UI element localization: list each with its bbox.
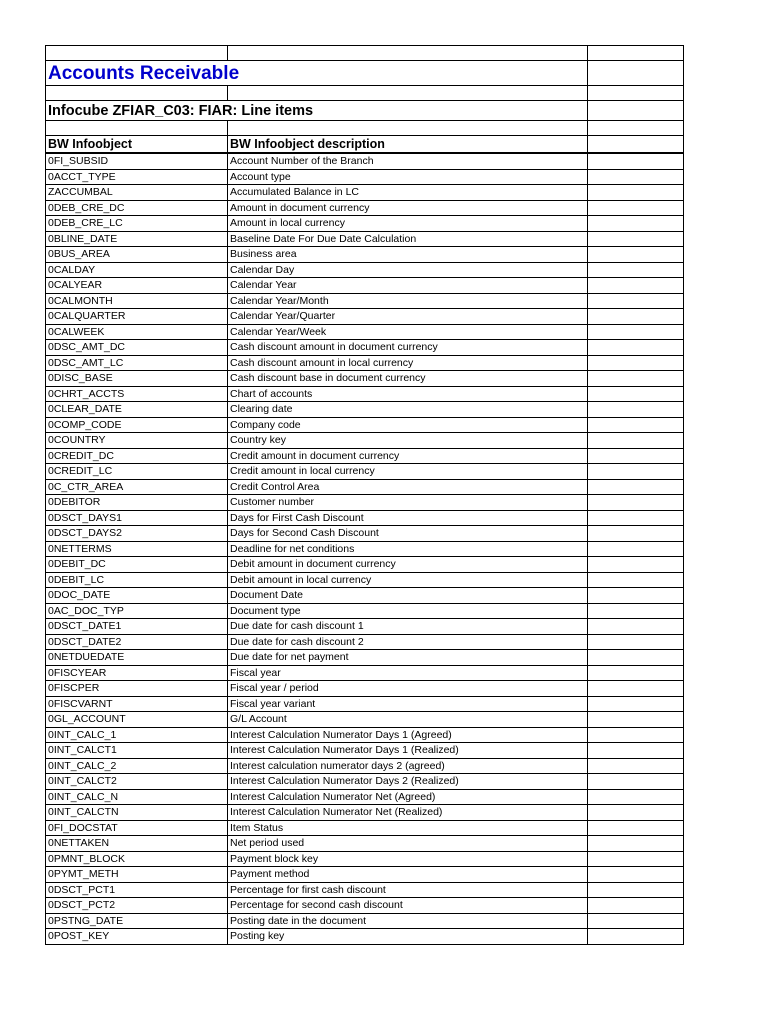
table-row — [46, 355, 684, 371]
header-row — [46, 136, 684, 154]
cell[interactable] — [588, 448, 684, 464]
cell[interactable] — [588, 340, 684, 356]
spacer-row — [46, 86, 684, 101]
table-row — [46, 293, 684, 309]
cell[interactable] — [588, 789, 684, 805]
table-row — [46, 324, 684, 340]
infoobject-cell[interactable]: 0DSC_AMT_DC — [46, 340, 228, 356]
infoobject-cell[interactable]: 0GL_ACCOUNT — [46, 712, 228, 728]
description-cell[interactable]: Account type — [228, 169, 588, 185]
cell[interactable] — [588, 495, 684, 511]
cell[interactable] — [588, 200, 684, 216]
cell[interactable] — [588, 681, 684, 697]
cell[interactable] — [588, 136, 684, 154]
description-cell[interactable]: Posting date in the document — [228, 913, 588, 929]
table-row — [46, 510, 684, 526]
cell[interactable] — [588, 324, 684, 340]
infoobject-cell[interactable]: ZACCUMBAL — [46, 185, 228, 201]
cell[interactable] — [588, 774, 684, 790]
table-row — [46, 340, 684, 356]
table-row — [46, 185, 684, 201]
description-cell[interactable]: Cash discount amount in document currency — [228, 340, 588, 356]
cell[interactable] — [588, 665, 684, 681]
description-cell[interactable]: Chart of accounts — [228, 386, 588, 402]
cell[interactable] — [588, 169, 684, 185]
table-row — [46, 153, 684, 169]
cell[interactable] — [588, 231, 684, 247]
table-row — [46, 712, 684, 728]
description-cell[interactable]: Document Date — [228, 588, 588, 604]
table-row — [46, 278, 684, 294]
cell[interactable] — [228, 86, 588, 101]
cell[interactable] — [588, 293, 684, 309]
description-cell[interactable]: Interest Calculation Numerator Days 2 (Realized) — [228, 774, 588, 790]
cell[interactable] — [588, 913, 684, 929]
infoobject-cell[interactable]: 0POST_KEY — [46, 929, 228, 945]
table-row — [46, 464, 684, 480]
infoobject-cell[interactable]: 0DEB_CRE_DC — [46, 200, 228, 216]
infoobject-cell[interactable]: 0FI_SUBSID — [46, 153, 228, 169]
table-row — [46, 619, 684, 635]
cell[interactable] — [588, 121, 684, 136]
table-row — [46, 789, 684, 805]
infoobject-cell[interactable]: 0FI_DOCSTAT — [46, 820, 228, 836]
infoobject-cell[interactable]: 0DEBITOR — [46, 495, 228, 511]
infoobject-cell[interactable]: 0COMP_CODE — [46, 417, 228, 433]
infoobject-cell[interactable]: 0C_CTR_AREA — [46, 479, 228, 495]
column-header-description[interactable]: BW Infoobject description — [228, 136, 588, 154]
infoobject-cell[interactable]: 0AC_DOC_TYP — [46, 603, 228, 619]
cell[interactable] — [588, 541, 684, 557]
infoobject-cell[interactable]: 0FISCPER — [46, 681, 228, 697]
cell[interactable] — [228, 121, 588, 136]
infoobject-cell[interactable]: 0CALQUARTER — [46, 309, 228, 325]
description-cell[interactable]: Percentage for second cash discount — [228, 898, 588, 914]
infoobject-cell[interactable]: 0INT_CALCT2 — [46, 774, 228, 790]
cell[interactable] — [588, 153, 684, 169]
cell[interactable] — [588, 101, 684, 121]
description-cell[interactable]: Fiscal year — [228, 665, 588, 681]
description-cell[interactable]: Country key — [228, 433, 588, 449]
table-row — [46, 867, 684, 883]
infoobject-cell[interactable]: 0INT_CALC_N — [46, 789, 228, 805]
infoobject-cell[interactable]: 0DEBIT_LC — [46, 572, 228, 588]
table-row — [46, 402, 684, 418]
description-cell[interactable]: Credit amount in local currency — [228, 464, 588, 480]
cell[interactable] — [588, 61, 684, 86]
description-cell[interactable]: Item Status — [228, 820, 588, 836]
description-cell[interactable]: Baseline Date For Due Date Calculation — [228, 231, 588, 247]
infoobject-cell[interactable]: 0DEB_CRE_LC — [46, 216, 228, 232]
cell[interactable] — [46, 121, 228, 136]
sheet-title: Accounts Receivable — [48, 62, 240, 84]
infoobject-cell[interactable]: 0NETTAKEN — [46, 836, 228, 852]
description-cell[interactable]: Company code — [228, 417, 588, 433]
cell[interactable] — [588, 619, 684, 635]
description-cell[interactable]: Calendar Year/Week — [228, 324, 588, 340]
cell[interactable] — [588, 278, 684, 294]
description-cell[interactable]: Document type — [228, 603, 588, 619]
description-cell[interactable]: Interest Calculation Numerator Net (Realized) — [228, 805, 588, 821]
cell[interactable] — [588, 867, 684, 883]
table-row — [46, 727, 684, 743]
description-cell[interactable]: Payment block key — [228, 851, 588, 867]
cell[interactable] — [588, 696, 684, 712]
description-cell[interactable]: Interest Calculation Numerator Days 1 (Agreed) — [228, 727, 588, 743]
infoobject-cell[interactable]: 0CALDAY — [46, 262, 228, 278]
spreadsheet-grid — [45, 45, 684, 945]
cell[interactable] — [588, 216, 684, 232]
description-cell[interactable]: Net period used — [228, 836, 588, 852]
title-row — [46, 61, 684, 86]
description-cell[interactable]: Credit Control Area — [228, 479, 588, 495]
infoobject-cell[interactable]: 0DSCT_DAYS2 — [46, 526, 228, 542]
description-cell[interactable]: Credit amount in document currency — [228, 448, 588, 464]
sheet-subtitle-cell[interactable] — [46, 101, 588, 121]
description-cell[interactable]: Debit amount in document currency — [228, 557, 588, 573]
cell[interactable] — [46, 46, 228, 61]
description-cell[interactable]: Interest Calculation Numerator Days 1 (Realized) — [228, 743, 588, 759]
table-row — [46, 898, 684, 914]
table-row — [46, 929, 684, 945]
infoobject-cell[interactable]: 0CALWEEK — [46, 324, 228, 340]
description-cell[interactable]: Calendar Year/Month — [228, 293, 588, 309]
infoobject-cell[interactable]: 0BUS_AREA — [46, 247, 228, 263]
table-row — [46, 743, 684, 759]
infoobject-cell[interactable]: 0DEBIT_DC — [46, 557, 228, 573]
infoobject-cell[interactable]: 0NETDUEDATE — [46, 650, 228, 666]
infoobject-cell[interactable]: 0DSCT_PCT1 — [46, 882, 228, 898]
table-row — [46, 262, 684, 278]
description-cell[interactable]: Business area — [228, 247, 588, 263]
description-cell[interactable]: Clearing date — [228, 402, 588, 418]
infoobject-cell[interactable]: 0PMNT_BLOCK — [46, 851, 228, 867]
infoobject-cell[interactable]: 0BLINE_DATE — [46, 231, 228, 247]
cell[interactable] — [588, 86, 684, 101]
cell[interactable] — [588, 743, 684, 759]
infoobject-cell[interactable]: 0DISC_BASE — [46, 371, 228, 387]
table-row — [46, 526, 684, 542]
column-header-object[interactable]: BW Infoobject — [46, 136, 228, 154]
cell[interactable] — [588, 433, 684, 449]
table-row — [46, 603, 684, 619]
cell[interactable] — [46, 86, 228, 101]
description-cell[interactable]: Account Number of the Branch — [228, 153, 588, 169]
table-row — [46, 417, 684, 433]
table-row — [46, 433, 684, 449]
cell[interactable] — [588, 758, 684, 774]
infoobject-cell[interactable]: 0COUNTRY — [46, 433, 228, 449]
cell[interactable] — [588, 820, 684, 836]
table-row — [46, 913, 684, 929]
infoobject-cell[interactable]: 0DSC_AMT_LC — [46, 355, 228, 371]
description-cell[interactable]: Cash discount base in document currency — [228, 371, 588, 387]
infoobject-cell[interactable]: 0ACCT_TYPE — [46, 169, 228, 185]
cell[interactable] — [588, 727, 684, 743]
table-row — [46, 448, 684, 464]
sheet-subtitle: Infocube ZFIAR_C03: FIAR: Line items — [48, 102, 314, 119]
cell[interactable] — [588, 712, 684, 728]
table-row — [46, 541, 684, 557]
table-row — [46, 696, 684, 712]
description-cell[interactable]: Amount in document currency — [228, 200, 588, 216]
cell[interactable] — [588, 588, 684, 604]
description-cell[interactable]: Posting key — [228, 929, 588, 945]
description-cell[interactable]: Deadline for net conditions — [228, 541, 588, 557]
table-row — [46, 820, 684, 836]
cell[interactable] — [588, 650, 684, 666]
description-cell[interactable]: Calendar Year/Quarter — [228, 309, 588, 325]
cell[interactable] — [588, 836, 684, 852]
infoobject-cell[interactable]: 0CHRT_ACCTS — [46, 386, 228, 402]
table-row — [46, 774, 684, 790]
infoobject-cell[interactable]: 0DSCT_DATE2 — [46, 634, 228, 650]
infoobject-cell[interactable]: 0INT_CALCT1 — [46, 743, 228, 759]
infoobject-cell[interactable]: 0FISCVARNT — [46, 696, 228, 712]
cell[interactable] — [588, 572, 684, 588]
infoobject-cell[interactable]: 0CREDIT_DC — [46, 448, 228, 464]
table-row — [46, 169, 684, 185]
cell[interactable] — [588, 371, 684, 387]
infoobject-cell[interactable]: 0DSCT_DAYS1 — [46, 510, 228, 526]
sheet-title-cell[interactable] — [46, 61, 588, 86]
cell[interactable] — [588, 386, 684, 402]
table-row — [46, 588, 684, 604]
infoobject-cell[interactable]: 0INT_CALC_1 — [46, 727, 228, 743]
infoobject-cell[interactable]: 0PYMT_METH — [46, 867, 228, 883]
table-row — [46, 851, 684, 867]
table-row — [46, 557, 684, 573]
description-cell[interactable]: Interest Calculation Numerator Net (Agreed) — [228, 789, 588, 805]
description-cell[interactable]: Calendar Day — [228, 262, 588, 278]
description-cell[interactable]: Due date for cash discount 1 — [228, 619, 588, 635]
table-row — [46, 758, 684, 774]
description-cell[interactable]: Fiscal year / period — [228, 681, 588, 697]
table-row — [46, 371, 684, 387]
cell[interactable] — [228, 46, 588, 61]
infoobject-cell[interactable]: 0DOC_DATE — [46, 588, 228, 604]
table-row — [46, 665, 684, 681]
table-row — [46, 634, 684, 650]
description-cell[interactable]: Payment method — [228, 867, 588, 883]
description-cell[interactable]: Calendar Year — [228, 278, 588, 294]
cell[interactable] — [588, 805, 684, 821]
table-row — [46, 681, 684, 697]
cell[interactable] — [588, 46, 684, 61]
infoobject-cell[interactable]: 0INT_CALCTN — [46, 805, 228, 821]
cell[interactable] — [588, 851, 684, 867]
table-row — [46, 479, 684, 495]
description-cell[interactable]: Interest calculation numerator days 2 (agreed) — [228, 758, 588, 774]
table-row — [46, 231, 684, 247]
infoobject-cell[interactable]: 0CREDIT_LC — [46, 464, 228, 480]
description-cell[interactable]: Days for First Cash Discount — [228, 510, 588, 526]
cell[interactable] — [588, 603, 684, 619]
table-row — [46, 805, 684, 821]
description-cell[interactable]: Fiscal year variant — [228, 696, 588, 712]
subtitle-row — [46, 101, 684, 121]
cell[interactable] — [588, 526, 684, 542]
cell[interactable] — [588, 557, 684, 573]
infoobject-cell[interactable]: 0FISCYEAR — [46, 665, 228, 681]
cell[interactable] — [588, 634, 684, 650]
infoobject-cell[interactable]: 0CALYEAR — [46, 278, 228, 294]
cell[interactable] — [588, 479, 684, 495]
cell[interactable] — [588, 882, 684, 898]
cell[interactable] — [588, 309, 684, 325]
cell[interactable] — [588, 510, 684, 526]
infoobject-cell[interactable]: 0PSTNG_DATE — [46, 913, 228, 929]
description-cell[interactable]: Accumulated Balance in LC — [228, 185, 588, 201]
infoobject-cell[interactable]: 0DSCT_PCT2 — [46, 898, 228, 914]
description-cell[interactable]: Debit amount in local currency — [228, 572, 588, 588]
description-cell[interactable]: Customer number — [228, 495, 588, 511]
cell[interactable] — [588, 464, 684, 480]
infoobject-cell[interactable]: 0INT_CALC_2 — [46, 758, 228, 774]
infoobject-cell[interactable]: 0NETTERMS — [46, 541, 228, 557]
cell[interactable] — [588, 417, 684, 433]
description-cell[interactable]: G/L Account — [228, 712, 588, 728]
table-row — [46, 309, 684, 325]
description-cell[interactable]: Cash discount amount in local currency — [228, 355, 588, 371]
table-row — [46, 572, 684, 588]
spacer-row — [46, 121, 684, 136]
infoobject-cell[interactable]: 0DSCT_DATE1 — [46, 619, 228, 635]
table-row — [46, 650, 684, 666]
description-cell[interactable]: Amount in local currency — [228, 216, 588, 232]
spacer-row — [46, 46, 684, 61]
description-cell[interactable]: Percentage for first cash discount — [228, 882, 588, 898]
cell[interactable] — [588, 355, 684, 371]
description-cell[interactable]: Due date for cash discount 2 — [228, 634, 588, 650]
description-cell[interactable]: Days for Second Cash Discount — [228, 526, 588, 542]
infoobject-cell[interactable]: 0CLEAR_DATE — [46, 402, 228, 418]
table-row — [46, 386, 684, 402]
description-cell[interactable]: Due date for net payment — [228, 650, 588, 666]
table-row — [46, 495, 684, 511]
table-row — [46, 200, 684, 216]
cell[interactable] — [588, 898, 684, 914]
table-row — [46, 882, 684, 898]
cell[interactable] — [588, 262, 684, 278]
infoobject-cell[interactable]: 0CALMONTH — [46, 293, 228, 309]
cell[interactable] — [588, 402, 684, 418]
table-row — [46, 836, 684, 852]
table-row — [46, 216, 684, 232]
cell[interactable] — [588, 929, 684, 945]
cell[interactable] — [588, 185, 684, 201]
table-row — [46, 247, 684, 263]
cell[interactable] — [588, 247, 684, 263]
